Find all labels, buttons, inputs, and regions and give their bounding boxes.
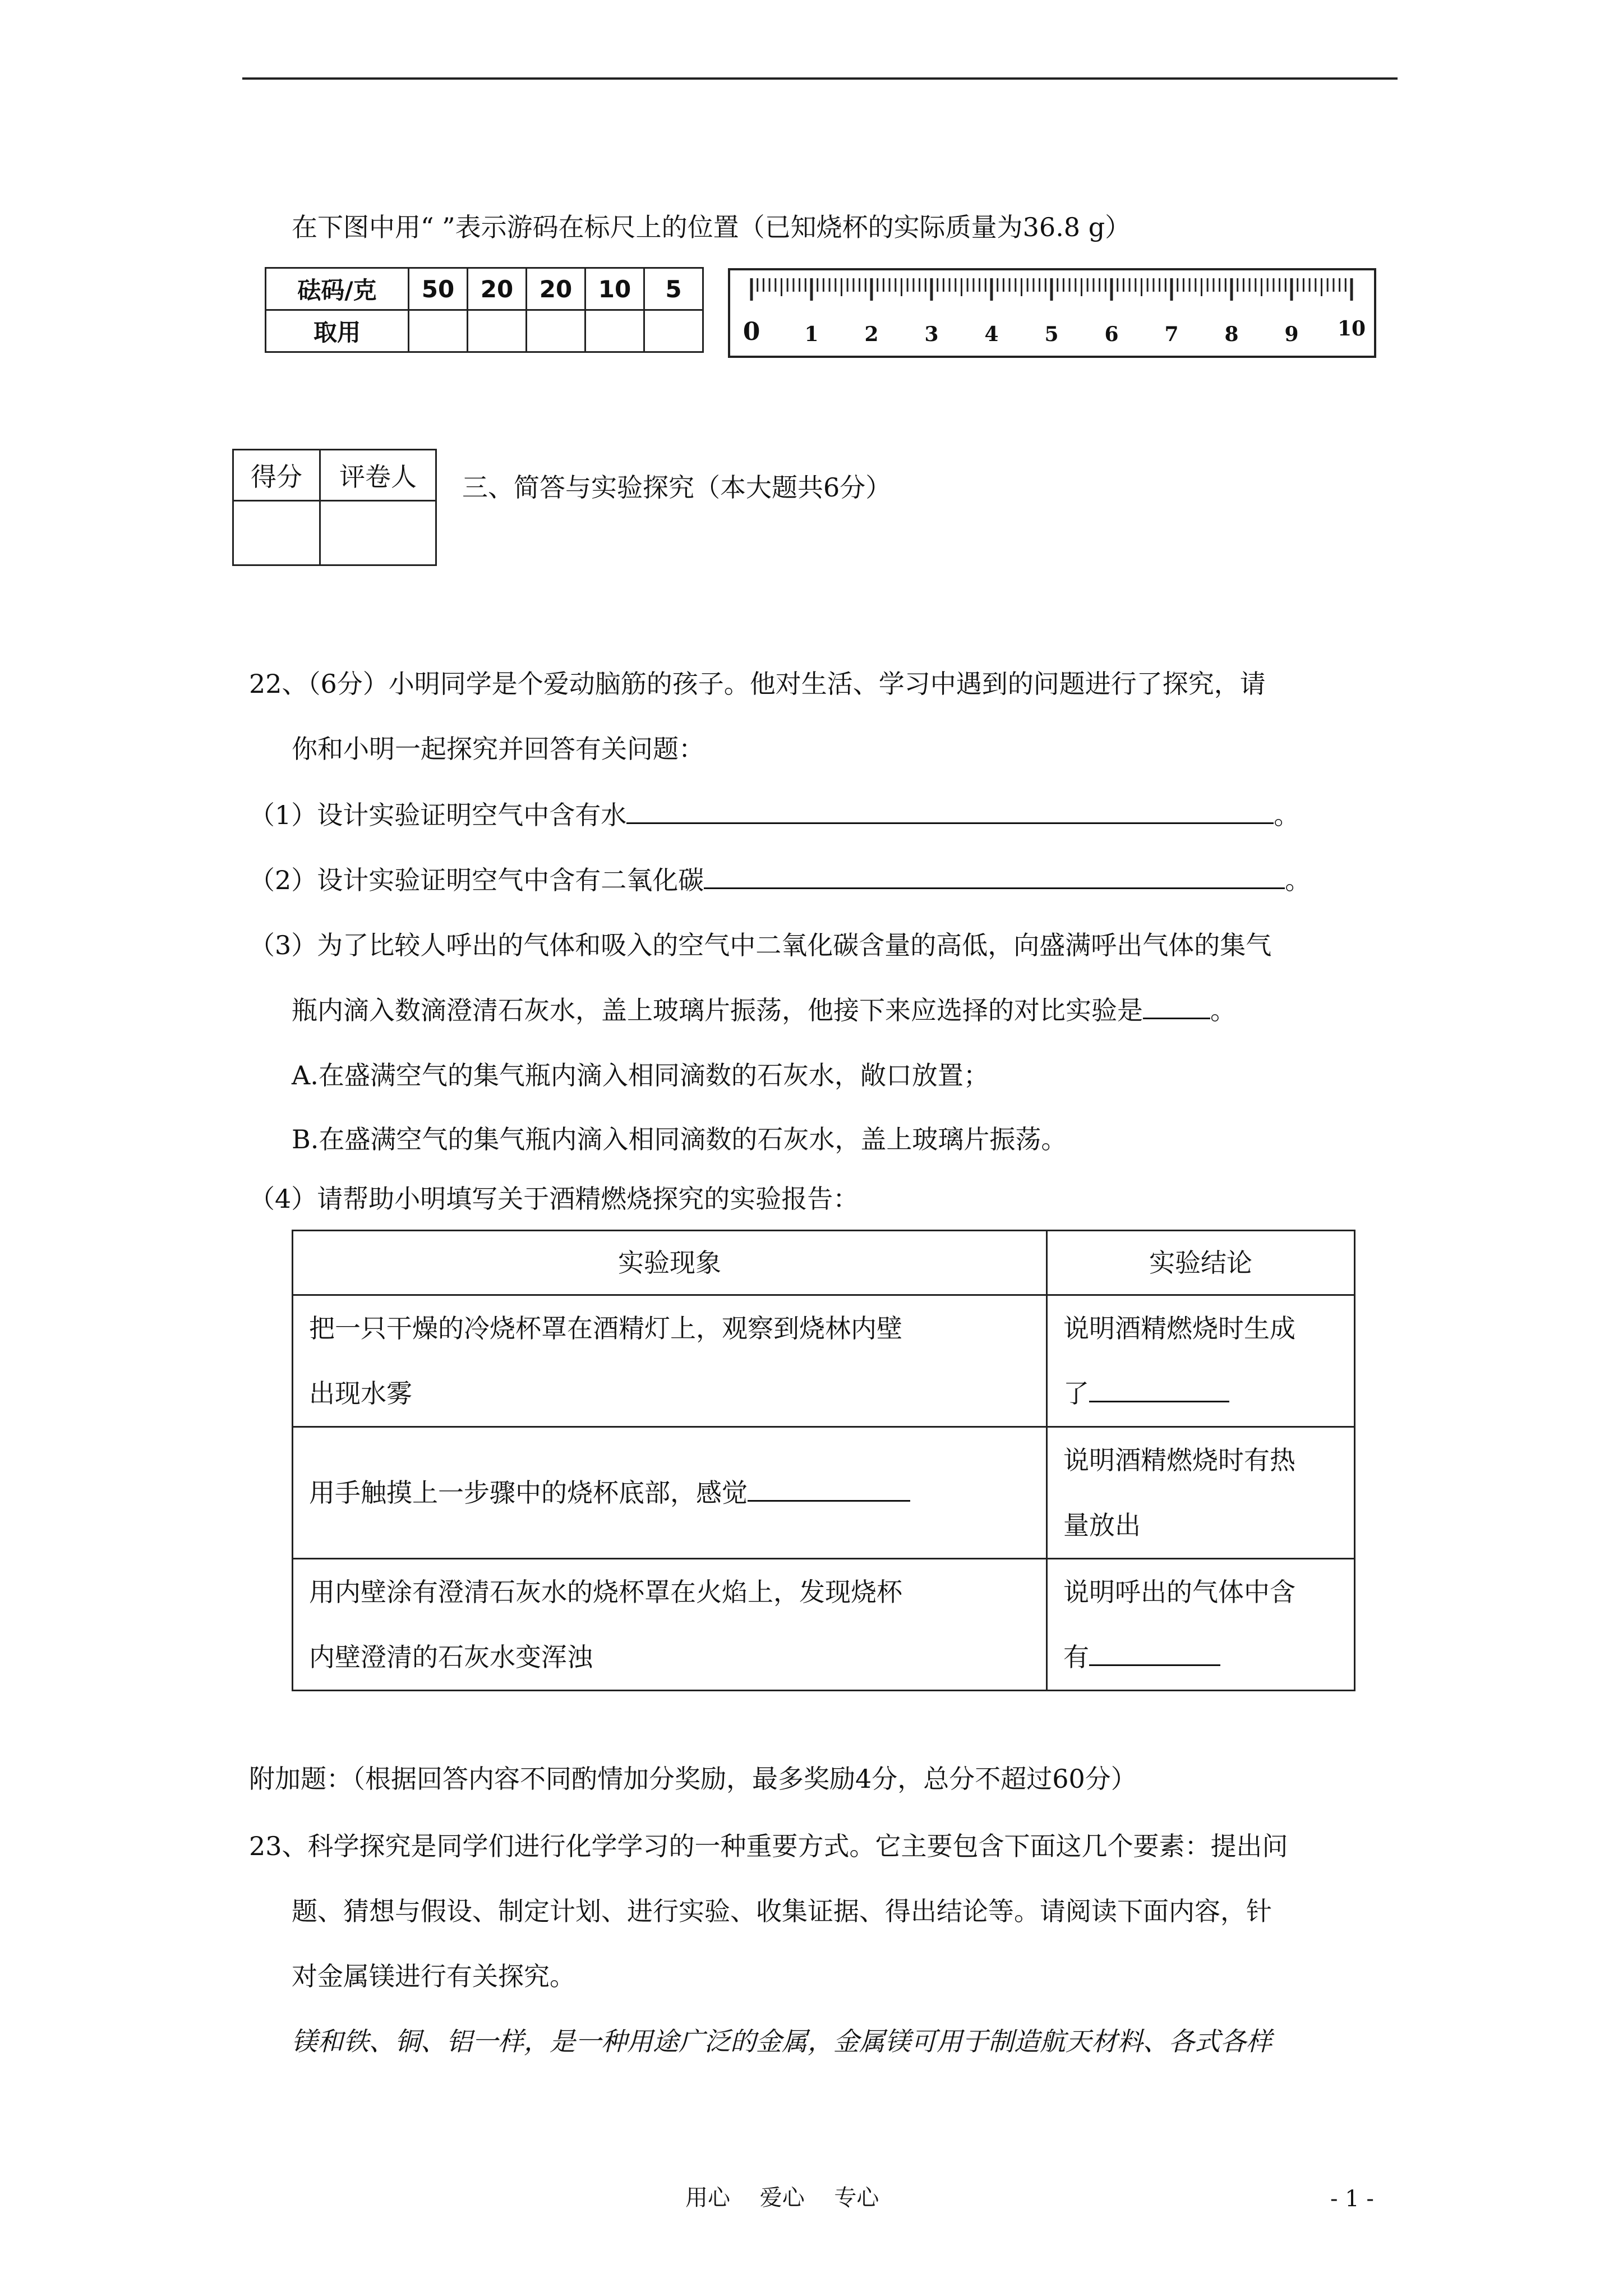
answer-cell[interactable] (644, 310, 703, 352)
q23-line2: 题、猜想与假设、制定计划、进行实验、收集证据、得出结论等。请阅读下面内容，针 (292, 1896, 1272, 1926)
weight-cell: 20 (468, 268, 527, 310)
answer-cell[interactable] (527, 310, 585, 352)
score-input-cell[interactable] (233, 501, 320, 565)
balance-scale-ruler (728, 268, 1376, 358)
weight-cell: 10 (585, 268, 644, 310)
end-mark: 。 (1285, 865, 1311, 895)
row3-phenomenon-line1: 用内壁涂有澄清石灰水的烧杯罩在火焰上，发现烧杯 (309, 1577, 902, 1607)
ruler-label: 6 (1104, 323, 1119, 346)
q22-part3-line2 (292, 997, 1236, 1023)
q22-part3-text: 瓶内滴入数滴澄清石灰水，盖上玻璃片振荡，他接下来应选择的对比实验是 (292, 995, 1143, 1025)
weights-table (265, 267, 704, 353)
header-conclusion: 实验结论 (1047, 1231, 1355, 1295)
page-number: - 1 - (1330, 2186, 1374, 2212)
weight-cell: 20 (527, 268, 585, 310)
row3-phenomenon-line2: 内壁澄清的石灰水变浑浊 (309, 1642, 593, 1672)
answer-cell[interactable] (409, 310, 468, 352)
q22-part2-text: （2）设计实验证明空气中含有二氧化碳 (249, 865, 704, 895)
answer-blank[interactable] (704, 867, 1285, 889)
row3-conclusion-line1: 说明呼出的气体中含 (1063, 1577, 1295, 1607)
bonus-note: 附加题：（根据回答内容不同酌情加分奖励，最多奖励4分，总分不超过60分） (249, 1764, 1137, 1794)
row3-conclusion-line2 (1063, 1625, 1338, 1690)
weights-header: 砝码/克 (266, 268, 409, 310)
option-a: A.在盛满空气的集气瓶内滴入相同滴数的石灰水，敞口放置； (292, 1060, 989, 1091)
q22-part1 (249, 802, 1299, 828)
weight-cell: 5 (644, 268, 703, 310)
ruler-label: 0 (743, 318, 760, 346)
row1-conclusion-line1: 说明酒精燃烧时生成 (1063, 1313, 1295, 1343)
ruler-label: 7 (1164, 323, 1179, 346)
row1-conclusion (1047, 1295, 1355, 1427)
answer-blank[interactable] (1143, 997, 1210, 1019)
q23-line3: 对金属镁进行有关探究。 (292, 1961, 575, 1991)
footer-motto: 用心 爱心 专心 (685, 2185, 879, 2211)
q22-part1-text: （1）设计实验证明空气中含有水 (249, 800, 627, 830)
section-title: 三、简答与实验探究（本大题共6分） (462, 472, 892, 503)
row2-conclusion-line1: 说明酒精燃烧时有热 (1063, 1445, 1295, 1475)
q22-line1: 22、（6分）小明同学是个爱动脑筋的孩子。他对生活、学习中遇到的问题进行了探究，请 (249, 669, 1266, 699)
row3-conclusion (1047, 1559, 1355, 1691)
weight-cell: 50 (409, 268, 468, 310)
answer-blank[interactable] (1089, 1381, 1229, 1402)
header-phenomenon: 实验现象 (293, 1231, 1047, 1295)
intro-line: 在下图中用“ ”表示游码在标尺上的位置（已知烧杯的实际质量为36.8 g） (292, 212, 1131, 242)
row1-phenomenon-line2: 出现水雾 (309, 1378, 412, 1409)
row3-conclusion-text: 有 (1063, 1642, 1089, 1672)
ruler-label: 9 (1284, 323, 1299, 346)
q22-part3-line1: （3）为了比较人呼出的气体和吸入的空气中二氧化碳含量的高低，向盛满呼出气体的集气 (249, 930, 1272, 960)
ruler-drawing (730, 270, 1374, 356)
q22-part4: （4）请帮助小明填写关于酒精燃烧探究的实验报告： (249, 1184, 859, 1214)
row1-conclusion-text: 了 (1063, 1378, 1089, 1409)
score-label: 得分 (233, 450, 320, 501)
ruler-label: 2 (864, 323, 879, 346)
score-box (232, 449, 437, 566)
end-mark: 。 (1210, 995, 1236, 1025)
weights-row-label: 取用 (266, 310, 409, 352)
grader-label: 评卷人 (320, 450, 436, 501)
header-rule (242, 77, 1398, 80)
row2-phenomenon-text: 用手触摸上一步骤中的烧杯底部，感觉 (309, 1478, 748, 1508)
answer-cell[interactable] (468, 310, 527, 352)
ruler-label: 1 (804, 323, 819, 346)
row2-phenomenon (293, 1427, 1047, 1559)
q23-italic-passage: 镁和铁、铜、铝一样，是一种用途广泛的金属，金属镁可用于制造航天材料、各式各样 (292, 2026, 1272, 2056)
row1-phenomenon (293, 1295, 1047, 1427)
ruler-label: 3 (924, 323, 939, 346)
answer-blank[interactable] (626, 802, 1274, 824)
grader-input-cell[interactable] (320, 501, 436, 565)
answer-blank[interactable] (748, 1480, 910, 1502)
ruler-label: 4 (984, 323, 999, 346)
q22-line2: 你和小明一起探究并回答有关问题： (292, 734, 704, 764)
row1-conclusion-line2 (1063, 1361, 1338, 1426)
q23-line1: 23、科学探究是同学们进行化学学习的一种重要方式。它主要包含下面这几个要素：提出问 (249, 1831, 1288, 1861)
end-mark: 。 (1274, 800, 1300, 830)
row2-conclusion (1047, 1427, 1355, 1559)
ruler-label: 5 (1044, 323, 1059, 346)
answer-cell[interactable] (585, 310, 644, 352)
option-b: B.在盛满空气的集气瓶内滴入相同滴数的石灰水，盖上玻璃片振荡。 (292, 1124, 1067, 1154)
ruler-label: 10 (1337, 317, 1366, 341)
answer-blank[interactable] (1089, 1644, 1220, 1666)
q22-part2 (249, 867, 1311, 893)
row3-phenomenon (293, 1559, 1047, 1691)
experiment-report-table (292, 1230, 1355, 1691)
row2-conclusion-line2: 量放出 (1063, 1510, 1141, 1540)
ruler-label: 8 (1224, 323, 1239, 346)
row1-phenomenon-line1: 把一只干燥的冷烧杯罩在酒精灯上，观察到烧林内壁 (309, 1313, 902, 1343)
